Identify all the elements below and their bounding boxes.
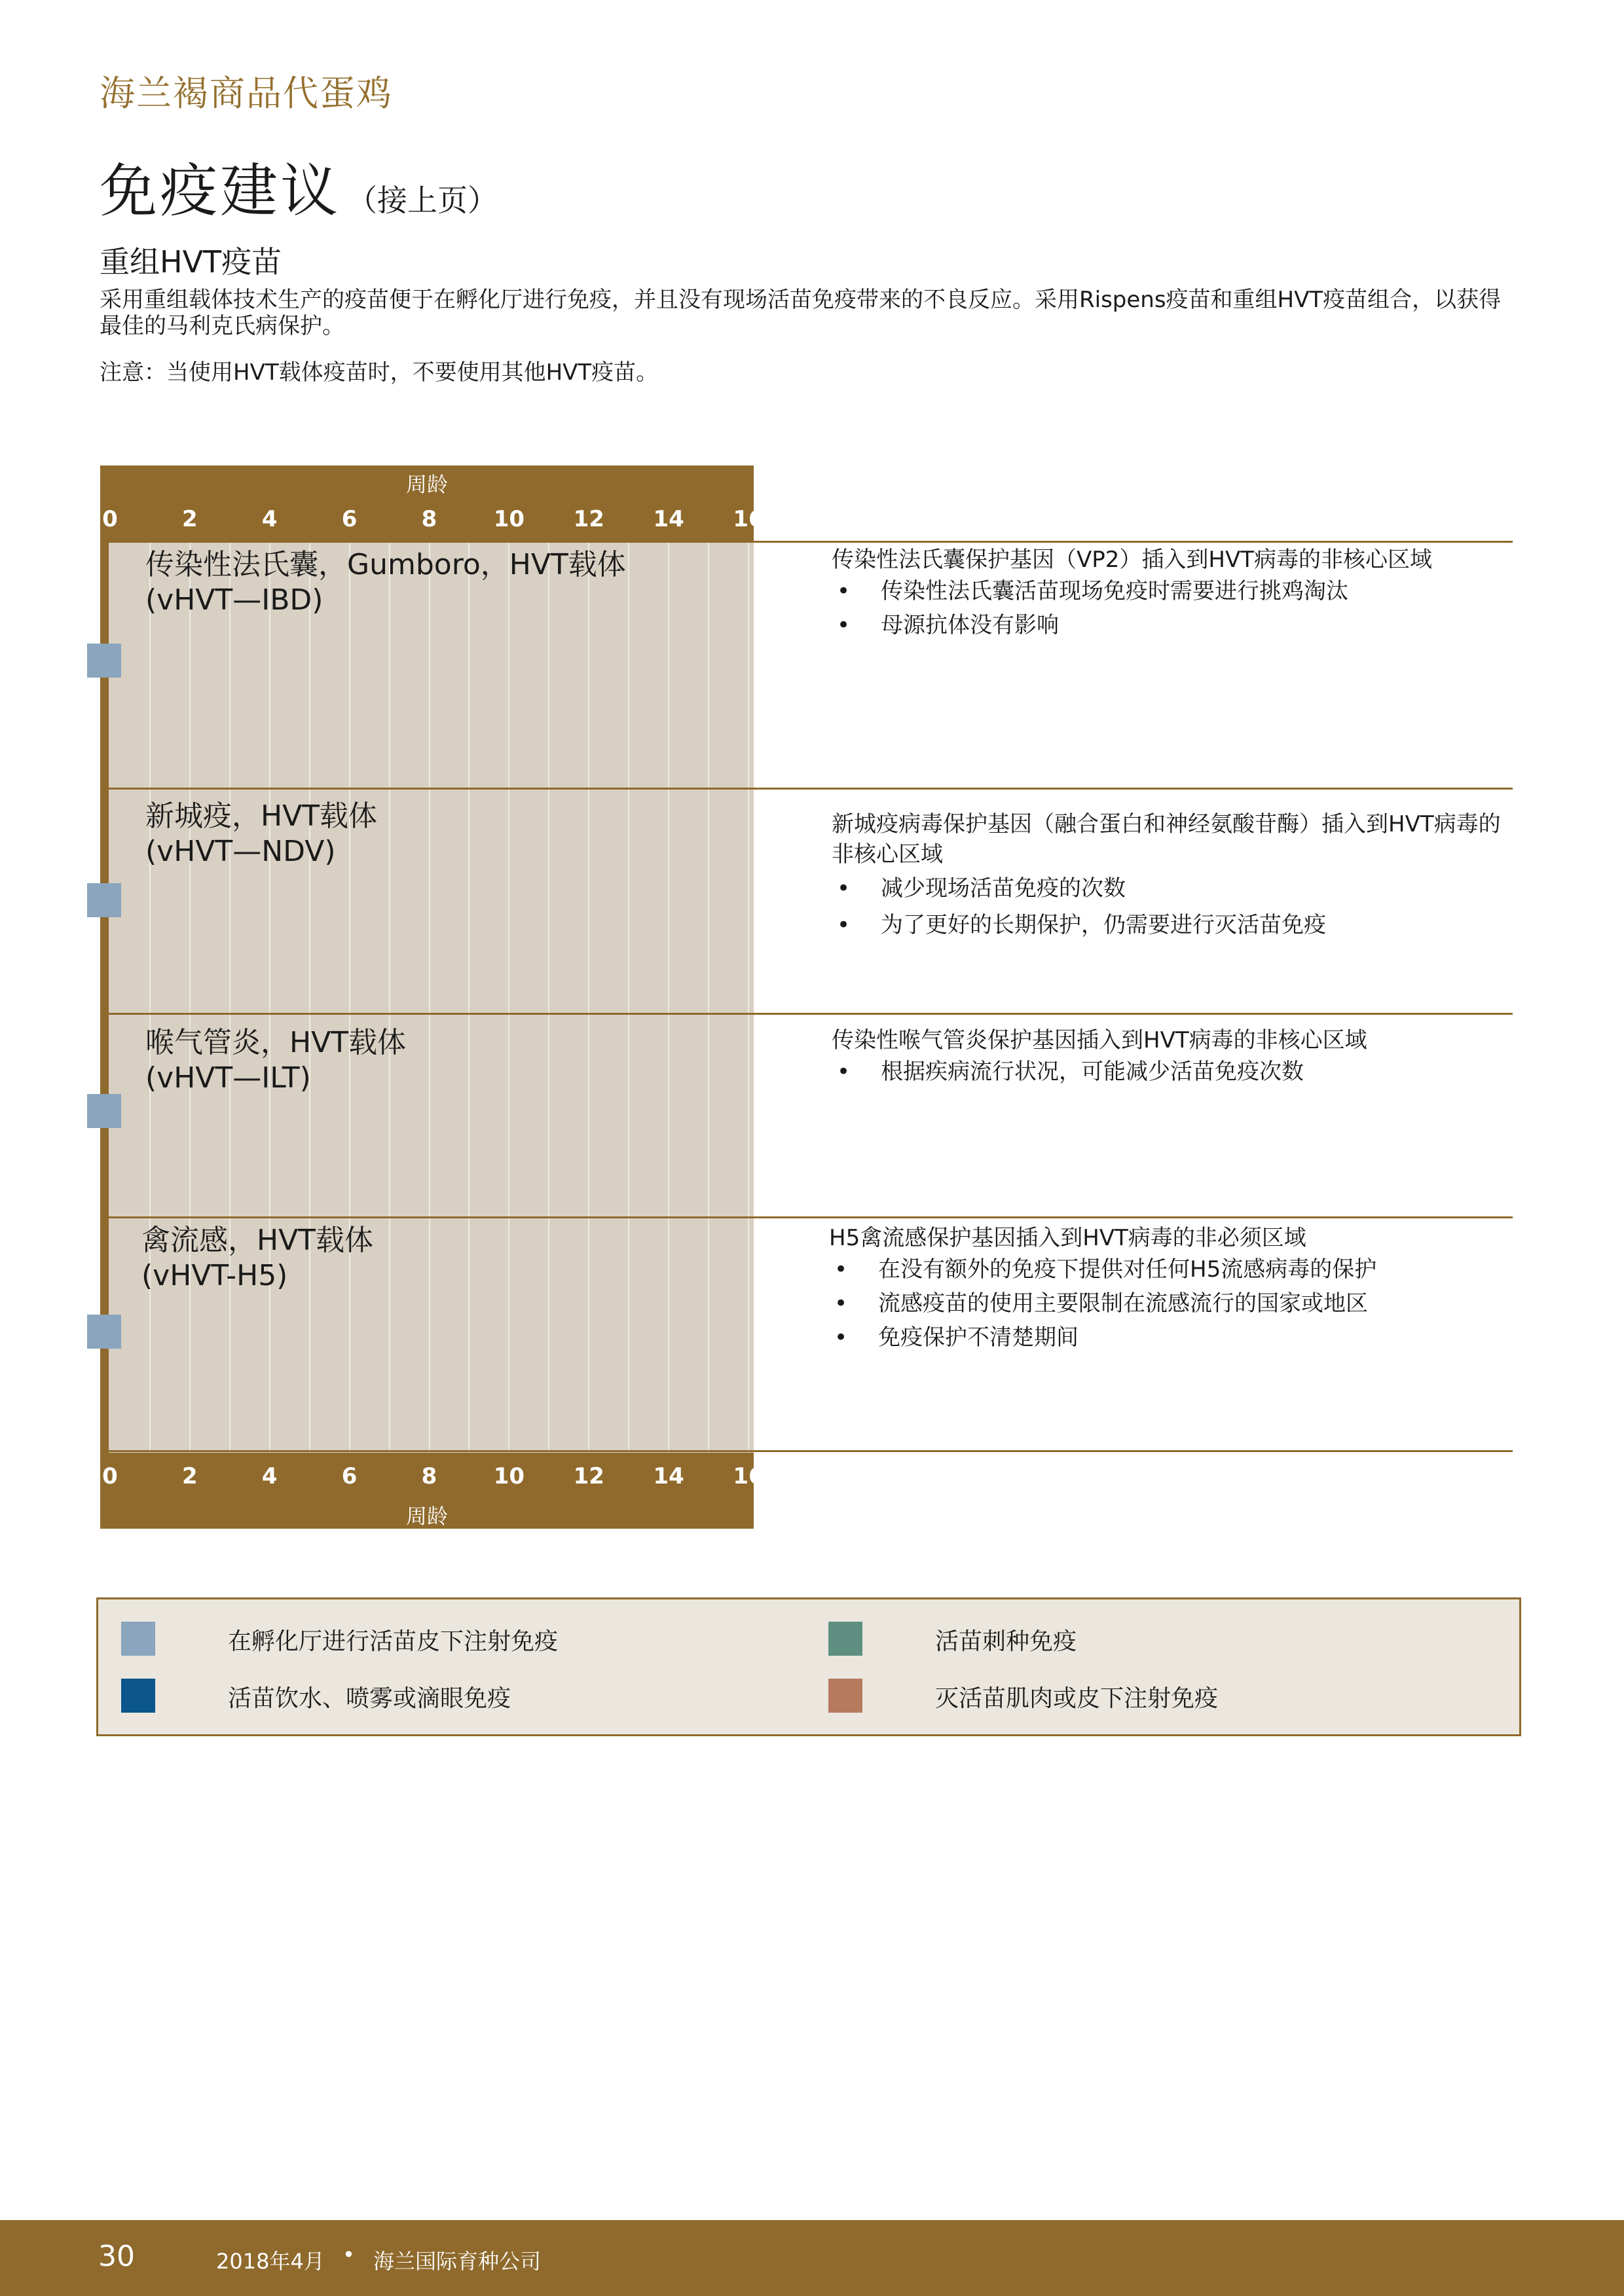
grid-line xyxy=(748,541,749,1453)
grid-line xyxy=(309,541,310,1453)
vaccine-name-line1: 新城疫，HVT载体 xyxy=(145,799,378,833)
legend-label: 在孵化厅进行活苗皮下注射免疫 xyxy=(228,1628,559,1655)
bullet-item: • 根据疾病流行状况，可能减少活苗免疫次数 xyxy=(837,1059,1304,1085)
page-title-note: （接上页） xyxy=(347,183,498,218)
grid-line xyxy=(429,541,430,1453)
vaccine-name-line1: 传染性法氏囊，Gumboro，HVT载体 xyxy=(145,548,626,581)
page-number: 30 xyxy=(98,2240,135,2273)
description-bullets xyxy=(832,577,1519,639)
description-title: 新城疫病毒保护基因（融合蛋白和神经氨酸苷酶）插入到HVT病毒的非核心区域 xyxy=(832,811,1501,867)
grid-line xyxy=(149,541,151,1453)
axis-tick-label: 12 xyxy=(573,1463,604,1489)
axis-tick-label: 0 xyxy=(102,1463,118,1489)
legend-swatch xyxy=(828,1679,862,1713)
vaccine-name-line2: (vHVT—IBD) xyxy=(145,583,323,617)
axis-tick-label: 14 xyxy=(653,506,684,532)
description-title: 传染性法氏囊保护基因（VP2）插入到HVT病毒的非核心区域 xyxy=(832,547,1432,573)
row-divider xyxy=(100,1450,1513,1452)
axis-tick-label: 8 xyxy=(421,506,437,532)
axis-tick-label: 8 xyxy=(421,1463,437,1489)
axis-tick-label: 14 xyxy=(653,1463,684,1489)
legend-swatch xyxy=(121,1679,155,1713)
legend-label: 灭活苗肌肉或皮下注射免疫 xyxy=(935,1685,1219,1712)
vaccine-name-line1: 喉气管炎，HVT载体 xyxy=(145,1026,407,1059)
brand-title: 海兰褐商品代蛋鸡 xyxy=(100,73,393,114)
bullet-item: • 减少现场活苗免疫的次数 xyxy=(837,875,1126,902)
axis-tick-label: 10 xyxy=(493,506,525,532)
chart-top-band xyxy=(100,465,764,541)
axis-tick-label: 4 xyxy=(261,506,278,532)
axis-tick-label: 2 xyxy=(182,1463,198,1489)
vaccination-marker xyxy=(87,644,121,678)
bullet-item: • 为了更好的长期保护，仍需要进行灭活苗免疫 xyxy=(837,912,1326,938)
vaccine-name-line1: 禽流感，HVT载体 xyxy=(141,1224,374,1257)
footer-separator: • xyxy=(342,2242,355,2267)
vaccine-description-ilt xyxy=(832,1027,1519,1092)
page-footer xyxy=(0,2220,1624,2296)
row-divider xyxy=(100,1013,1513,1015)
grid-line xyxy=(708,541,709,1453)
bullet-item: • 免疫保护不清楚期间 xyxy=(834,1324,1079,1351)
legend xyxy=(96,1597,1521,1736)
vaccination-marker xyxy=(87,1315,121,1349)
vaccine-name-line2: (vHVT—ILT) xyxy=(145,1061,311,1095)
grid-line xyxy=(628,541,629,1453)
note-text: 注意：当使用HVT载体疫苗时，不要使用其他HVT疫苗。 xyxy=(100,359,659,386)
section-title: 重组HVT疫苗 xyxy=(100,244,282,280)
footer-company: 海兰国际育种公司 xyxy=(373,2249,542,2274)
vaccination-marker xyxy=(87,883,121,917)
axis-tick-label: 4 xyxy=(261,1463,278,1489)
axis-tick-label: 10 xyxy=(493,1463,525,1489)
row-divider xyxy=(100,541,1513,543)
chart-plot-area xyxy=(100,541,754,1453)
vaccination-marker xyxy=(87,1094,121,1128)
bullet-item: • 流感疫苗的使用主要限制在流感流行的国家或地区 xyxy=(834,1290,1368,1317)
bullet-item: • 传染性法氏囊活苗现场免疫时需要进行挑鸡淘汰 xyxy=(837,578,1348,604)
grid-line xyxy=(269,541,270,1453)
intro-paragraph: 采用重组载体技术生产的疫苗便于在孵化厅进行免疫，并且没有现场活苗免疫带来的不良反应。采用Rispens疫苗和重组HVT疫苗组合，以获得最佳的马利克氏病保护。 xyxy=(100,287,1502,339)
grid-line xyxy=(548,541,549,1453)
vaccination-chart xyxy=(100,465,764,1529)
legend-label: 活苗饮水、喷雾或滴眼免疫 xyxy=(228,1685,511,1712)
description-title: H5禽流感保护基因插入到HVT病毒的非必须区域 xyxy=(829,1225,1306,1251)
axis-label-top: 周龄 xyxy=(405,472,448,497)
axis-tick-label: 16 xyxy=(733,1463,764,1489)
page-title xyxy=(100,145,498,228)
description-title: 传染性喉气管炎保护基因插入到HVT病毒的非核心区域 xyxy=(832,1027,1367,1053)
grid-line xyxy=(588,541,589,1453)
footer-date: 2018年4月 xyxy=(216,2249,325,2274)
description-bullets xyxy=(832,873,1519,940)
vaccine-description-ndv xyxy=(832,809,1519,947)
description-bullets xyxy=(829,1256,1517,1351)
description-bullets xyxy=(832,1058,1519,1085)
legend-label: 活苗刺种免疫 xyxy=(935,1628,1077,1655)
grid-line xyxy=(189,541,191,1453)
grid-line xyxy=(229,541,231,1453)
vaccine-name-ndv xyxy=(145,799,377,869)
chart-bottom-band xyxy=(100,1453,764,1529)
vaccine-description-ibd xyxy=(832,546,1519,646)
vaccine-name-ilt xyxy=(145,1025,406,1096)
grid-line xyxy=(668,541,669,1453)
axis-tick-label: 12 xyxy=(573,506,604,532)
bullet-item: • 在没有额外的免疫下提供对任何H5流感病毒的保护 xyxy=(834,1256,1377,1283)
grid-line xyxy=(349,541,350,1453)
vaccine-name-line2: (vHVT—NDV) xyxy=(145,835,336,868)
page-title-text: 免疫建议 xyxy=(100,157,341,225)
grid-line xyxy=(508,541,509,1453)
axis-label-bottom: 周龄 xyxy=(405,1504,448,1529)
bullet-item: • 母源抗体没有影响 xyxy=(837,612,1059,638)
axis-tick-label: 6 xyxy=(341,506,358,532)
legend-swatch xyxy=(828,1622,862,1656)
axis-tick-label: 16 xyxy=(733,506,764,532)
axis-tick-label: 6 xyxy=(341,1463,358,1489)
vaccine-name-line2: (vHVT-H5) xyxy=(141,1259,288,1292)
grid-line xyxy=(389,541,390,1453)
vaccine-name-ibd xyxy=(145,547,626,618)
row-divider xyxy=(100,1216,1513,1218)
axis-tick-label: 2 xyxy=(182,506,198,532)
vaccine-name-h5 xyxy=(141,1223,373,1294)
vaccine-description-h5 xyxy=(829,1224,1517,1358)
legend-swatch xyxy=(121,1622,155,1656)
axis-tick-label: 0 xyxy=(102,506,118,532)
grid-line xyxy=(468,541,470,1453)
row-divider xyxy=(100,788,1513,790)
